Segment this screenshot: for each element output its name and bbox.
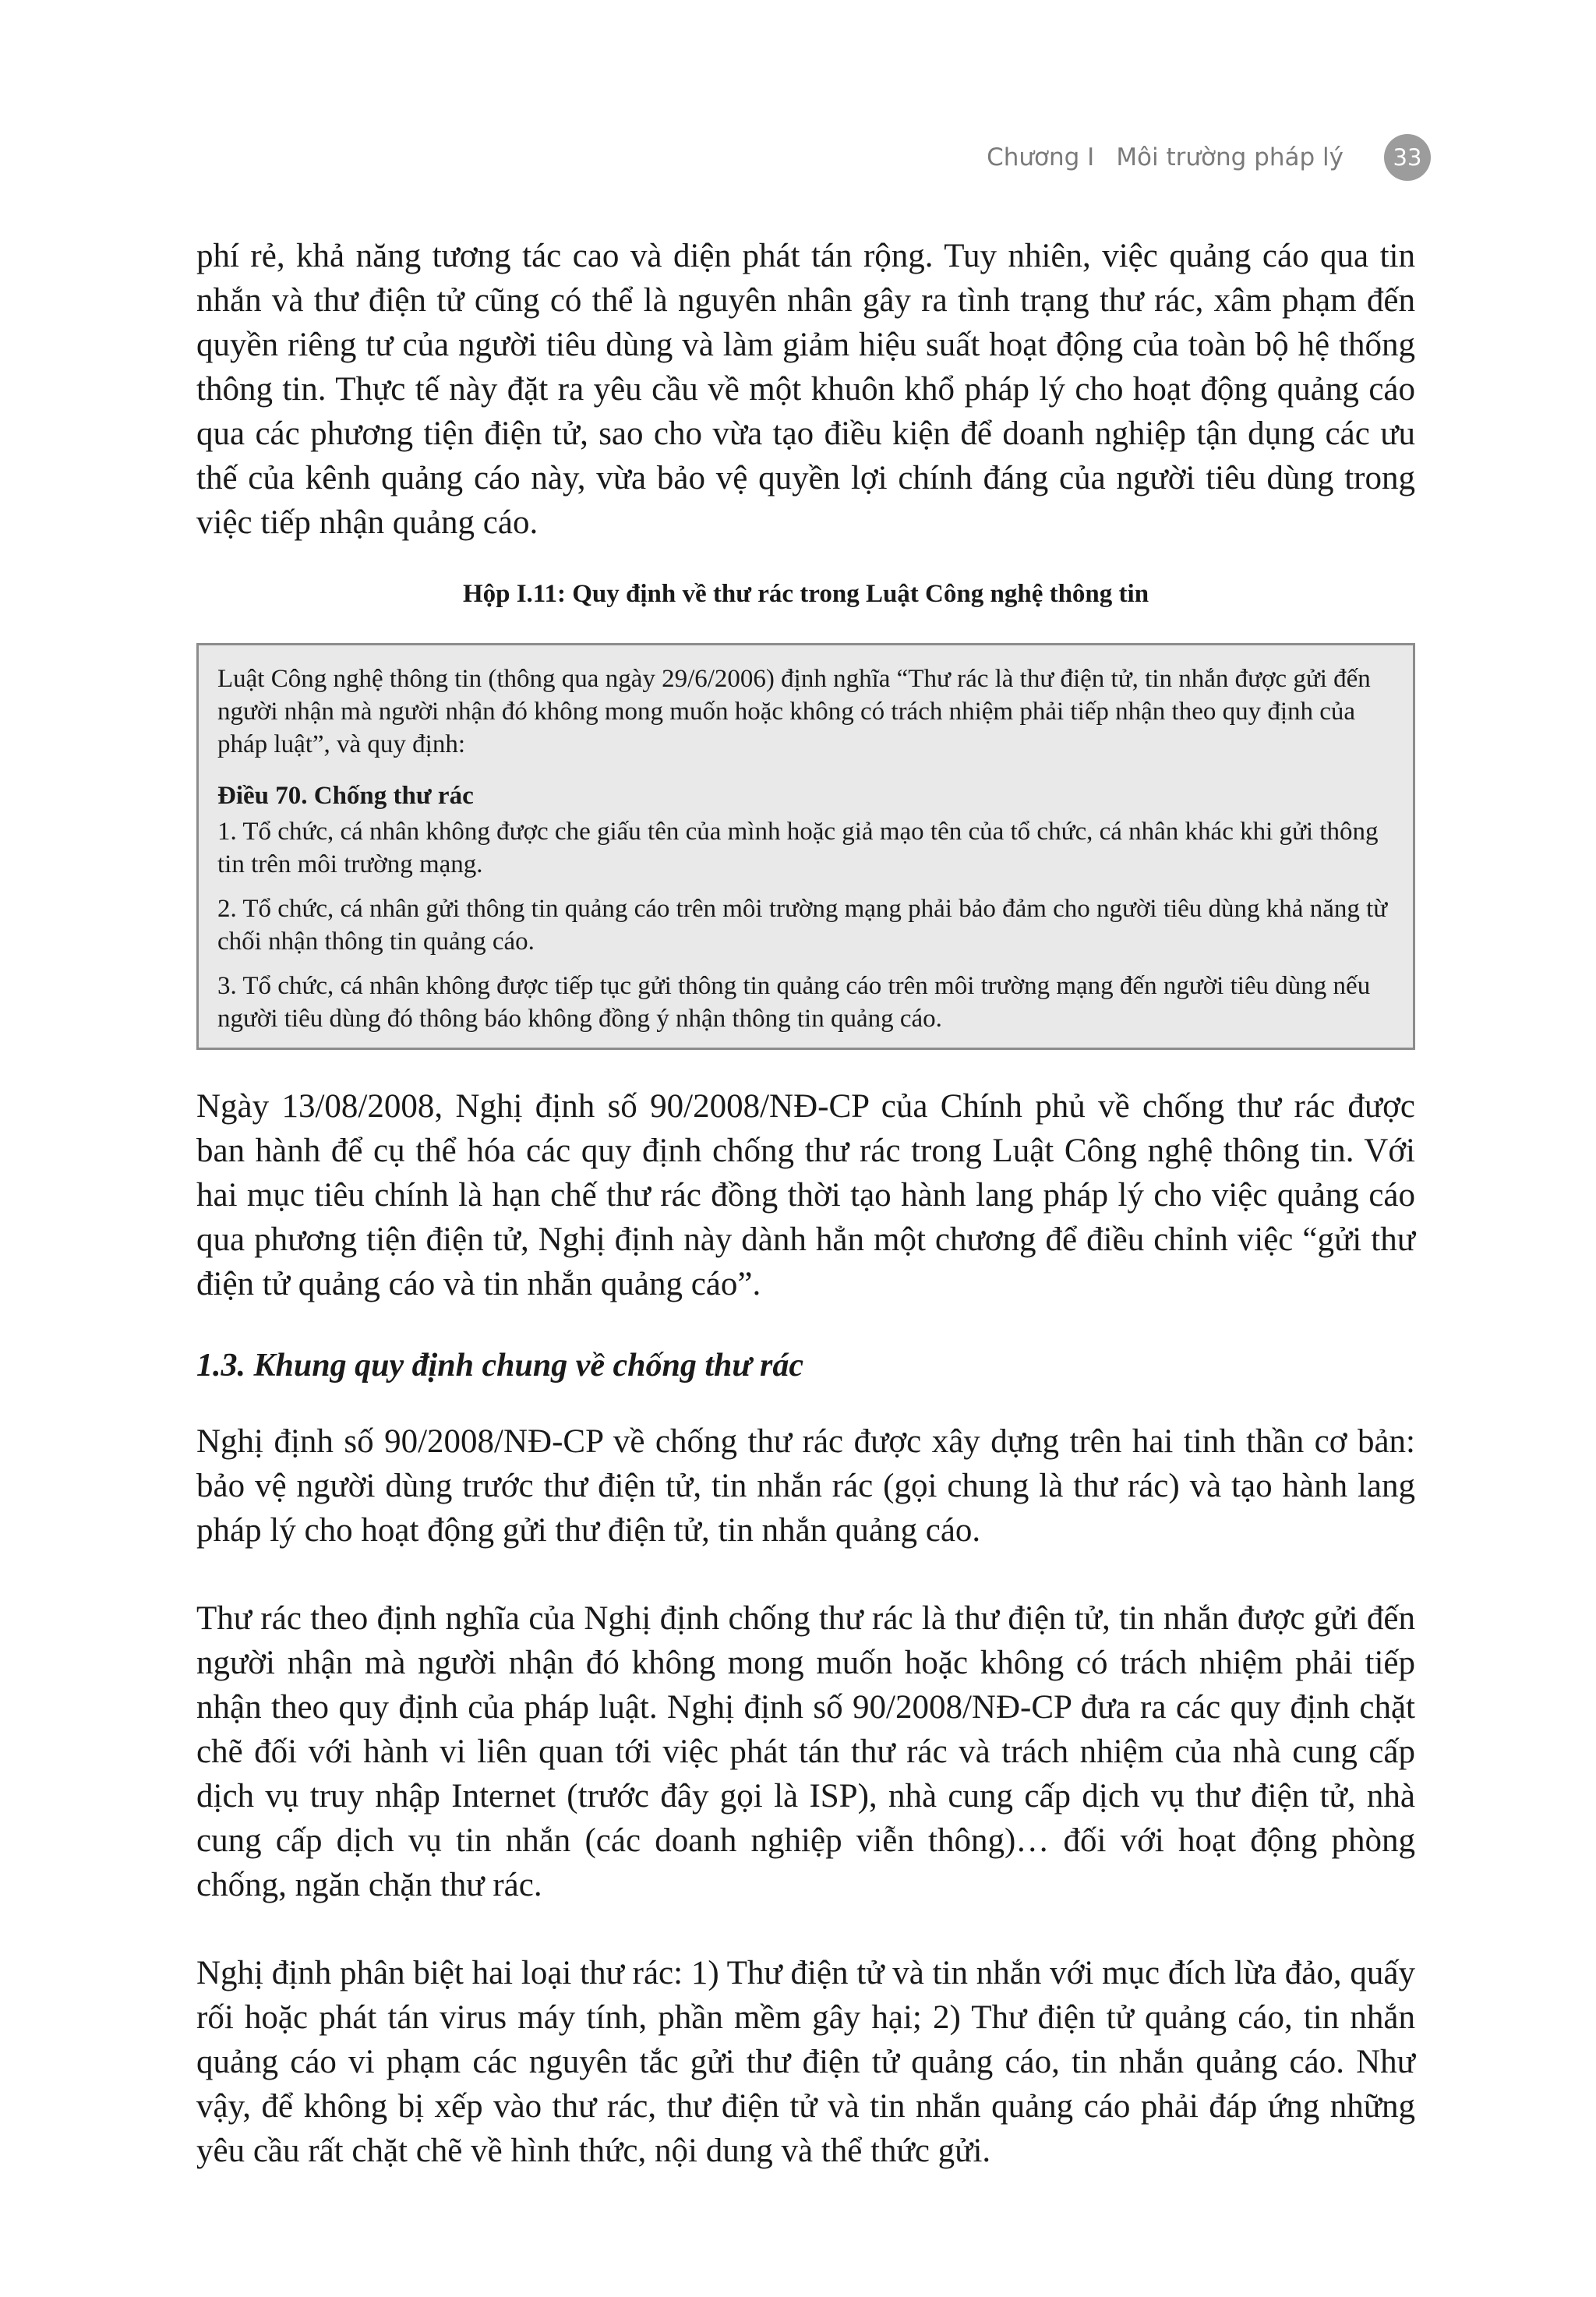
box-intro: Luật Công nghệ thông tin (thông qua ngày 29/6/2006) định nghĩa “Thư rác là thư điện tử, tin nhắn được gửi đến người nhận mà người nhận đó không mong muốn hoặc không có trách nhiệm phải tiếp nhận theo quy định của pháp luật”, và quy định: xyxy=(217,665,1371,758)
chapter-label: Chương I xyxy=(987,143,1095,171)
section-paragraph: Nghị định phân biệt hai loại thư rác: 1) Thư điện tử và tin nhắn với mục đích lừa đảo, quấy rối hoặc phát tán virus máy tính, phần mềm gây hại; 2) Thư điện tử quảng cáo, tin nhắn quảng cáo vi phạm các nguyên tắc gửi thư điện tử quảng cáo, tin nhắn quảng cáo. Như vậy, để không bị xếp vào thư rác, thư điện tử và tin nhắn quảng cáo phải đáp ứng những yêu cầu rất chặt chẽ về hình thức, nội dung và thể thức gửi. xyxy=(196,1955,1415,2169)
section-paragraph: Thư rác theo định nghĩa của Nghị định chống thư rác là thư điện tử, tin nhắn được gửi đến người nhận mà người nhận đó không mong muốn hoặc không có trách nhiệm phải tiếp nhận theo quy định của pháp luật. Nghị định số 90/2008/NĐ-CP đưa ra các quy định chặt chẽ đối với hành vi liên quan tới việc phát tán thư rác và trách nhiệm của nhà cung cấp dịch vụ truy nhập Internet (trước đây gọi là ISP), nhà cung cấp dịch vụ thư điện tử, nhà cung cấp dịch vụ tin nhắn (các doanh nghiệp viễn thông)… đối với hoạt động phòng chống, ngăn chặn thư rác. xyxy=(196,1600,1415,1903)
chapter-title: Môi trường pháp lý xyxy=(1116,143,1344,171)
section-heading: 1.3. Khung quy định chung về chống thư rác xyxy=(196,1348,804,1384)
page-number-badge: 33 xyxy=(1384,134,1431,181)
page-body xyxy=(196,234,1415,2173)
section-paragraph: Nghị định số 90/2008/NĐ-CP về chống thư rác được xây dựng trên hai tinh thần cơ bản: bảo vệ người dùng trước thư điện tử, tin nhắn rác (gọi chung là thư rác) và tạo hành lang pháp lý cho hoạt động gửi thư điện tử, tin nhắn quảng cáo. xyxy=(196,1423,1415,1549)
article-item: 1. Tổ chức, cá nhân không được che giấu tên của mình hoặc giả mạo tên của tổ chức, cá nhân khác khi gửi thông tin trên môi trường mạng. xyxy=(217,818,1379,878)
article-item: 3. Tổ chức, cá nhân không được tiếp tục gửi thông tin quảng cáo trên môi trường mạng đến người tiêu dùng nếu người tiêu dùng đó thông báo không đồng ý nhận thông tin quảng cáo. xyxy=(217,972,1371,1033)
article-title: Điều 70. Chống thư rác xyxy=(217,782,474,810)
article-item: 2. Tổ chức, cá nhân gửi thông tin quảng cáo trên môi trường mạng phải bảo đảm cho người tiêu dùng khả năng từ chối nhận thông tin quảng cáo. xyxy=(217,895,1388,956)
intro-paragraph: phí rẻ, khả năng tương tác cao và diện phát tán rộng. Tuy nhiên, việc quảng cáo qua tin nhắn và thư điện tử cũng có thể là nguyên nhân gây ra tình trạng thư rác, xâm phạm đến quyền riêng tư của người tiêu dùng và làm giảm hiệu suất hoạt động của toàn bộ hệ thống thông tin. Thực tế này đặt ra yêu cầu về một khuôn khổ pháp lý cho hoạt động quảng cáo qua các phương tiện điện tử, sao cho vừa tạo điều kiện để doanh nghiệp tận dụng các ưu thế của kênh quảng cáo này, vừa bảo vệ quyền lợi chính đáng của người tiêu dùng trong việc tiếp nhận quảng cáo. xyxy=(196,238,1415,541)
info-box xyxy=(196,643,1415,1050)
running-header xyxy=(987,134,1431,181)
decree-paragraph: Ngày 13/08/2008, Nghị định số 90/2008/NĐ-CP của Chính phủ về chống thư rác được ban hành để cụ thể hóa các quy định chống thư rác trong Luật Công nghệ thông tin. Với hai mục tiêu chính là hạn chế thư rác đồng thời tạo hành lang pháp lý cho việc quảng cáo qua phương tiện điện tử, Nghị định này dành hẳn một chương để điều chỉnh việc “gửi thư điện tử quảng cáo và tin nhắn quảng cáo”. xyxy=(196,1088,1415,1302)
box-title: Hộp I.11: Quy định về thư rác trong Luật Công nghệ thông tin xyxy=(462,580,1149,608)
